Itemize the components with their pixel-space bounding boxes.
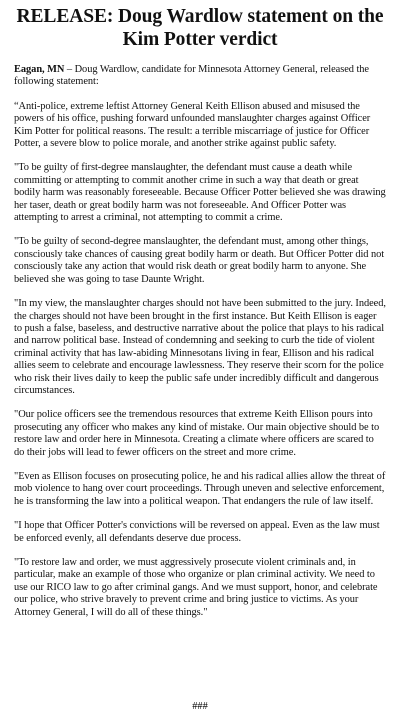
dateline: Eagan, MN bbox=[14, 64, 65, 75]
statement-paragraph-3: "To be guilty of second-degree manslaughter, the defendant must, among other things, consciously take chances of causing great bodily harm or death. But Officer Potter did not consciously take any action that would risk death or great bodily harm to anyone. She believed she was going to tase Daunte Wright. bbox=[14, 236, 385, 285]
statement-paragraph-8: "To restore law and order, we must aggressively prosecute violent criminals and, in particular, make an example of those who organize or plan criminal activity. We need to use our RICO law to go after criminal gangs. And we must support, honor, and celebrate our police, who strive bravely to prevent crime and bring justice to victims. As your Attorney General, I will do all of these things." bbox=[14, 557, 378, 618]
statement-paragraph-2: "To be guilty of first-degree manslaughter, the defendant must cause a death while committing or attempting to commit another crime in such a way that death or great bodily harm was reasonably foreseeable. Because Officer Potter believed she was drawing her taser, death or great bodily harm was not foreseeable. And Officer Potter was attempting to arrest a criminal, not attempting to commit a crime. bbox=[14, 162, 386, 224]
statement-paragraph-5: "Our police officers see the tremendous resources that extreme Keith Ellison pours into prosecuting any officer who makes any kind of mistake. Our main objective should be to restore law and order here in Minnesota. Creating a climate where officers are scared to do their jobs will lead to fewer officers on the street and more crime. bbox=[14, 409, 380, 458]
statement-paragraph-4: "In my view, the manslaughter charges should not have been submitted to the jury. Indeed, the charges should not have been brought in the first instance. But Keith Ellison is eager to push a false, baseless, and destructive narrative about the police that plays to his radical and narrow political base. Instead of condemning and seeking to curb the tide of violent criminal activity that has law-abiding Minnesotans living in fear, Ellison and his radical allies seem to celebrate and encourage lawlessness. They reserve their scorn for the police who risk their lives daily to keep the public safe under incredibly difficult and dangerous circumstances. bbox=[14, 298, 386, 396]
release-title: RELEASE: Doug Wardlow statement on the Kim Potter verdict bbox=[16, 6, 384, 50]
statement-paragraph-6: "Even as Ellison focuses on prosecuting police, he and his radical allies allow the threat of mob violence to hang over court proceedings. Through uneven and selective enforcement, he is transforming the law into a political weapon. That endangers the rule of law itself. bbox=[14, 470, 386, 507]
statement-paragraph-7: "I hope that Officer Potter's convictions will be reversed on appeal. Even as the law must be enforced evenly, all defendants deserve due process. bbox=[14, 520, 380, 544]
end-mark: ### bbox=[192, 701, 208, 712]
intro-paragraph bbox=[14, 64, 386, 89]
intro-text: – Doug Wardlow, candidate for Minnesota Attorney General, released the following statement: bbox=[14, 64, 369, 88]
statement-paragraph-1: “Anti-police, extreme leftist Attorney General Keith Ellison abused and misused the powers of his office, pushing forward unfounded manslaughter charges against Officer Kim Potter for political reasons. The result: a terrible miscarriage of justice for Officer Potter, a severe blow to police morale, and another strike against public safety. bbox=[14, 100, 371, 150]
